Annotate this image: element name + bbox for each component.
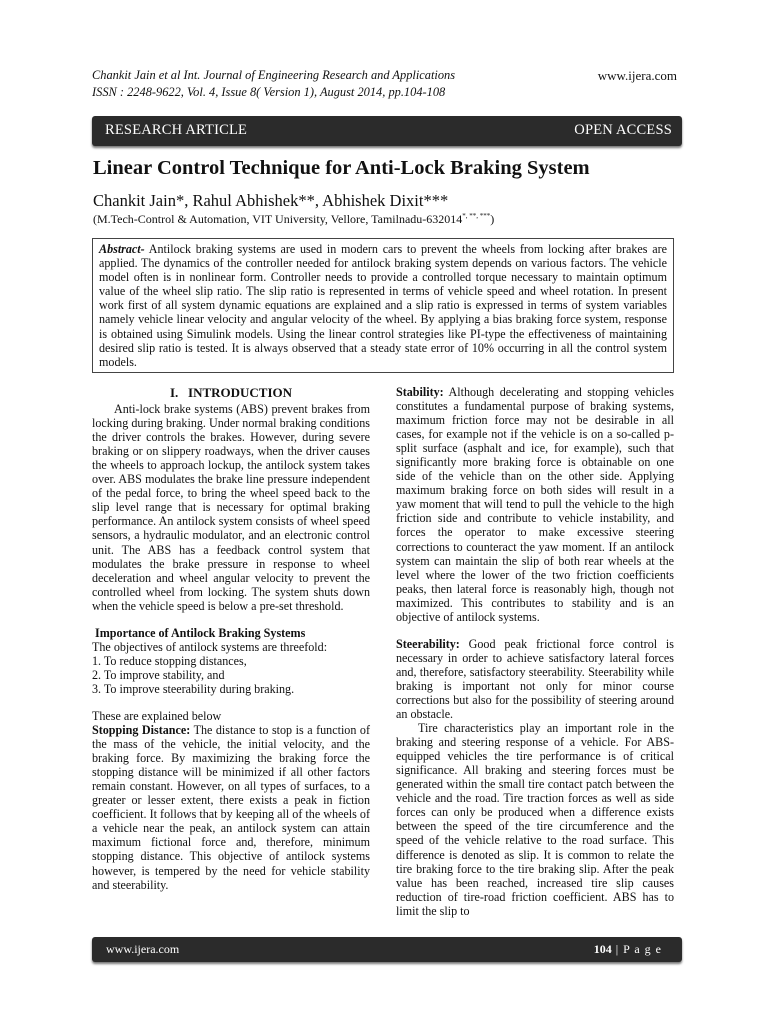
affiliation-markers: *, **, *** [462, 212, 491, 220]
stability-paragraph: Stability: Although decelerating and stopping vehicles constitutes a fundamental purpose of braking systems, maximum friction force may not be desirable in all cases, for example not if the vehicle is on a so-called p-split surface (asphalt and ice, for example), such that significantly more braking force is obtainable on one side of the vehicle than on the other side. Applying maximum braking force on both sides will result in a yaw moment that will tend to pull the vehicle to the high friction side and contribute to vehicle instability, and forces the operator to make excessive steering corrections to counteract the yaw moment. If an antilock system can maintain the slip of both rear wheels at the level where the lower of the two friction coefficients peaks, then lateral force is reasonably high, though not maximized. This contributes to stability and is an objective of antilock systems. [396, 385, 674, 624]
importance-intro: The objectives of antilock systems are threefold: [92, 639, 328, 654]
stopping-distance-paragraph: Stopping Distance: The distance to stop is a function of the mass of the vehicle, the initial velocity, and the braking force. By maximizing the braking force the stopping distance will be minimized if all other factors remain constant. However, on all types of surfaces, to a greater or lesser extent, there exists a peak in fiction coefficient. It follows that by keeping all of the wheels of a vehicle near the peak, an antilock system can attain maximum fictional force and, therefore, minimum stopping distance. This objective of antilock systems however, is tempered by the need for vehicle stability and steerability. [92, 723, 370, 892]
section-heading-introduction: I. INTRODUCTION [169, 385, 293, 400]
steerability-paragraph: Steerability: Good peak frictional force control is necessary in order to achieve satisfactory lateral forces and, therefore, satisfactory steerability. Steerability while braking is important not only for minor course corrections but also for the possibility of steering around an obstacle. [396, 636, 674, 722]
intro-paragraph: Anti-lock brake systems (ABS) prevent brakes from locking during braking. Under normal braking conditions the driver controls the brakes. However, during severe braking or on slippery roadways, when the driver causes the wheels to approach lockup, the antilock system takes over. ABS modulates the brake line pressure independent of the pedal force, to bring the wheel speed back to the slip level range that is necessary for optimal braking performance. An antilock system consists of wheel speed sensors, a hydraulic modulator, and an electronic control unit. The ABS has a feedback control system that modulates the brake pressure in response to wheel deceleration and wheel angular velocity to prevent the controlled wheel from locking. The system shuts down when the vehicle speed is below a pre-set threshold. [92, 402, 370, 613]
objective-item: 2. To improve stability, and [92, 667, 225, 682]
page-number: 104 | P a g e [593, 942, 662, 956]
research-article-label: RESEARCH ARTICLE [105, 122, 248, 138]
journal-citation-line2: ISSN : 2248-9622, Vol. 4, Issue 8( Version 1), August 2014, pp.104-108 [92, 85, 446, 99]
steerability-label: Steerability: [396, 636, 460, 651]
abstract-box [92, 238, 674, 373]
left-column [92, 385, 370, 892]
importance-heading: Importance of Antilock Braking Systems [95, 625, 306, 640]
explained-below: These are explained below [92, 708, 222, 723]
abstract-text: Antilock braking systems are used in modern cars to prevent the wheels from locking after brakes are applied. The dynamics of the controller needed for antilock braking system depends on various factors. The vehicle model often is in nonlinear form. Controller needs to provide a controlled torque necessary to maintain optimum value of the wheel slip ratio. The slip ratio is represented in terms of vehicle speed and wheel rotation. In present work first of all system dynamic equations are explained and a slip ratio is expressed in terms of system variables namely vehicle linear velocity and angular velocity of the wheel. By applying a bias braking force system, response is obtained using Simulink models. Using the linear control strategies like PI-type the effectiveness of maintaining desired slip ratio is tested. It is always observed that a steady state error of 10% occurring in all the control system models. [99, 242, 667, 369]
footer-website-link[interactable]: www.ijera.com [106, 942, 180, 956]
objective-item: 3. To improve steerability during braking. [92, 681, 295, 696]
abstract-label: Abstract- [99, 242, 145, 256]
page-footer [92, 937, 682, 962]
tire-characteristics-paragraph: Tire characteristics play an important role in the braking and steering response of a vehicle. For ABS-equipped vehicles the tire performance is of critical significance. All braking and steering forces must be generated within the small tire contact patch between the vehicle and the road. Tire traction forces as well as side forces can only be produced when a difference exists between the speed of the tire circumference and the speed of the vehicle relative to the road surface. This difference is denoted as slip. It is common to relate the tire braking force to the tire braking slip. After the peak value has been reached, increased tire slip causes reduction of tire-road friction coefficient. ABS has to limit the slip to [396, 721, 674, 918]
objective-item: 1. To reduce stopping distances, [92, 653, 247, 668]
affiliation: (M.Tech-Control & Automation, VIT University, Vellore, Tamilnadu-632014*, **, ***) [93, 212, 495, 226]
paper-title: Linear Control Technique for Anti-Lock Braking System [93, 157, 590, 179]
open-access-label: OPEN ACCESS [574, 122, 672, 138]
stopping-distance-label: Stopping Distance: [92, 723, 191, 738]
author-list: Chankit Jain*, Rahul Abhishek**, Abhishek Dixit*** [93, 191, 449, 210]
article-type-banner [92, 116, 682, 146]
header-website-link[interactable]: www.ijera.com [597, 68, 677, 83]
journal-citation-line1: Chankit Jain et al Int. Journal of Engineering Research and Applications [92, 68, 456, 82]
stability-label: Stability: [396, 385, 444, 399]
right-column [396, 385, 674, 918]
running-header [92, 67, 677, 101]
